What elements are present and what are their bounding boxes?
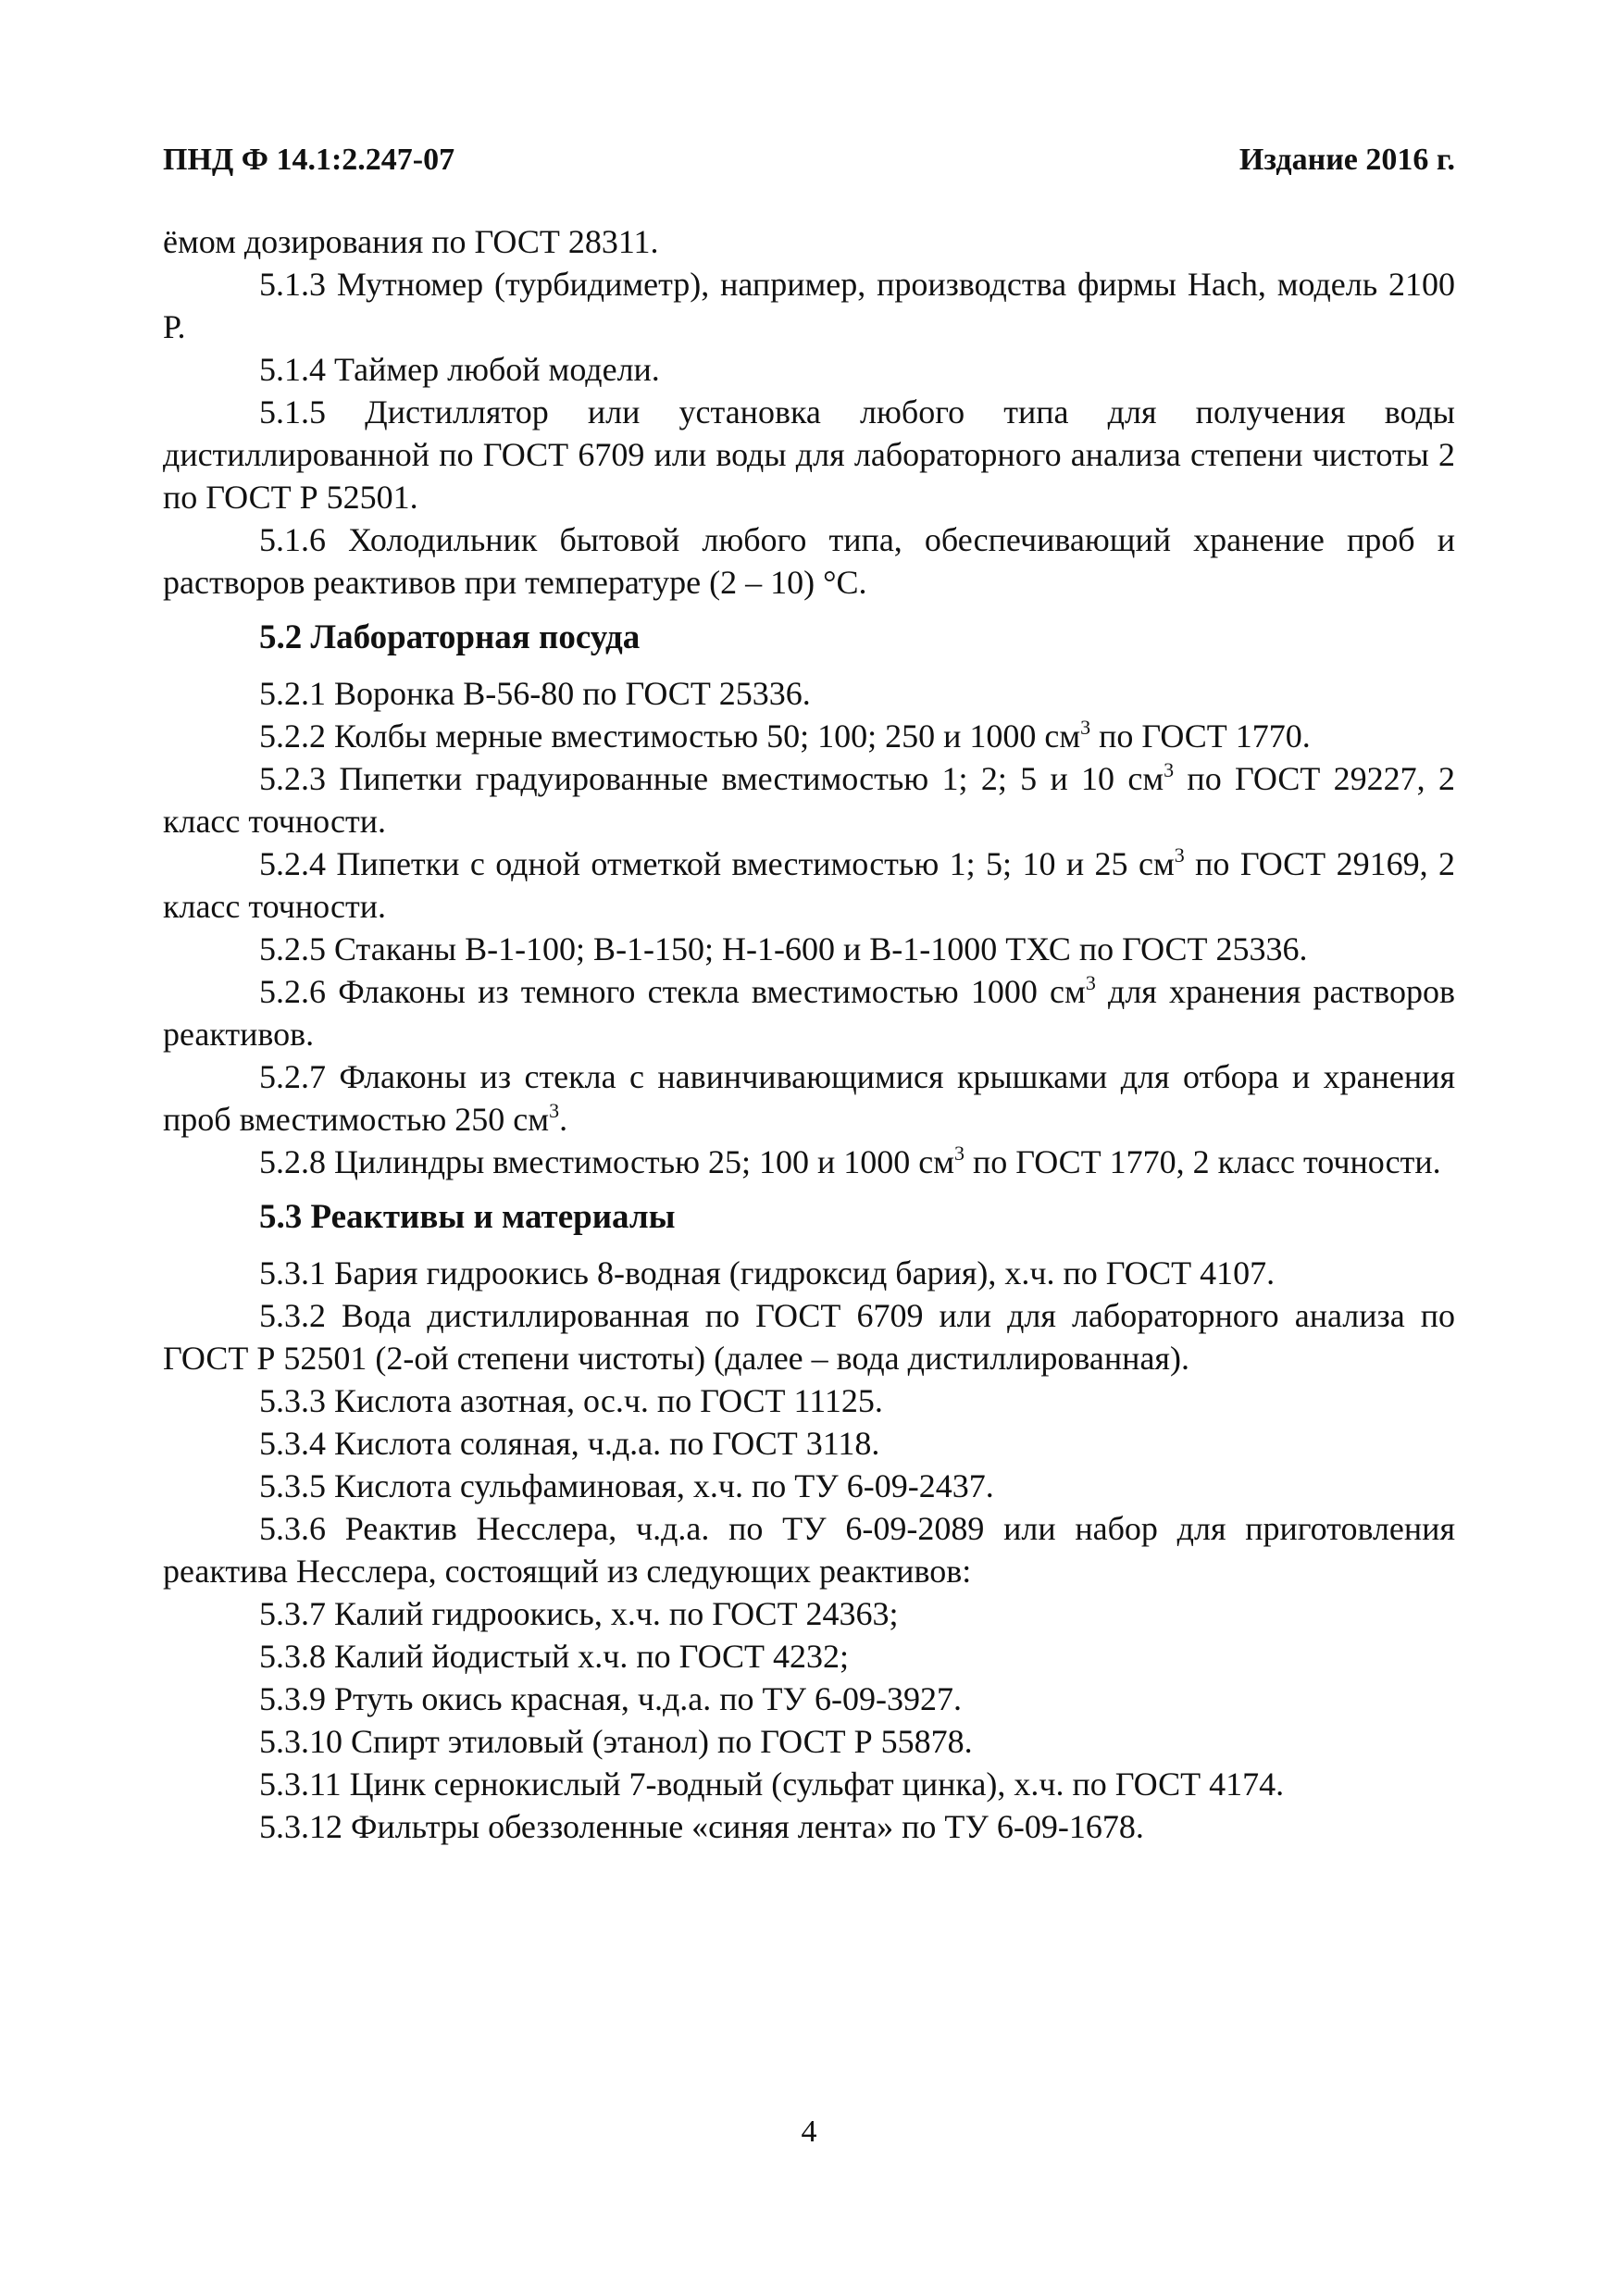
edition-label: Издание 2016 г. (1238, 143, 1455, 177)
section-heading-5-3: 5.3 Реактивы и материалы (259, 1198, 676, 1236)
item-5-3-2: 5.3.2 Вода дистиллированная по ГОСТ 6709 или для лабораторного анализа по ГОСТ Р 52501 (2-ой степени чистоты) (далее – вода дистиллированная). (163, 1297, 1455, 1377)
document-code: ПНД Ф 14.1:2.247-07 (163, 143, 455, 177)
body-text (163, 220, 1455, 1848)
item-5-1-4: 5.1.4 Таймер любой модели. (259, 351, 660, 388)
item-5-3-12: 5.3.12 Фильтры обеззоленные «синяя лента» по ТУ 6-09-1678. (259, 1808, 1144, 1845)
item-5-3-4: 5.3.4 Кислота соляная, ч.д.а. по ГОСТ 3118. (259, 1425, 880, 1462)
item-5-2-5: 5.2.5 Стаканы В-1-100; В-1-150; Н-1-600 и В-1-1000 ТХС по ГОСТ 25336. (259, 930, 1308, 967)
section-heading-5-2: 5.2 Лабораторная посуда (259, 618, 641, 656)
item-5-3-3: 5.3.3 Кислота азотная, ос.ч. по ГОСТ 11125. (259, 1382, 883, 1419)
continuation-line: ёмом дозирования по ГОСТ 28311. (163, 223, 659, 260)
item-5-2-6: 5.2.6 Флаконы из темного стекла вместимостью 1000 $см^3$ для хранения растворов реактивов. (163, 971, 1455, 1053)
item-5-3-7: 5.3.7 Калий гидроокись, х.ч. по ГОСТ 24363; (259, 1595, 899, 1632)
item-5-1-3: 5.1.3 Мутномер (турбидиметр), например, производства фирмы Hach, модель 2100 Р. (163, 266, 1455, 345)
item-5-2-8: 5.2.8 Цилиндры вместимостью 25; 100 и 1000 $см^3$ по ГОСТ 1770, 2 класс точности. (259, 1142, 1441, 1180)
item-5-2-4: 5.2.4 Пипетки с одной отметкой вместимостью 1; 5; 10 и 25 $см^3$ по ГОСТ 29169, 2 класс точности. (163, 843, 1455, 925)
item-5-3-6: 5.3.6 Реактив Несслера, ч.д.а. по ТУ 6-09-2089 или набор для приготовления реактива Несслера, состоящий из следующих реактивов: (163, 1510, 1455, 1590)
page-number: 4 (801, 2115, 817, 2149)
item-5-3-11: 5.3.11 Цинк сернокислый 7-водный (сульфат цинка), х.ч. по ГОСТ 4174. (259, 1766, 1285, 1803)
item-5-1-5: 5.1.5 Дистиллятор или установка любого типа для получения воды дистиллированной по ГОСТ 6709 или воды для лабораторного анализа степени чистоты 2 по ГОСТ Р 52501. (163, 393, 1455, 516)
item-5-2-3: 5.2.3 Пипетки градуированные вместимостью 1; 2; 5 и 10 $см^3$ по ГОСТ 29227, 2 класс точности. (163, 758, 1455, 840)
item-5-2-2: 5.2.2 Колбы мерные вместимостью 50; 100; 250 и 1000 $см^3$ по ГОСТ 1770. (259, 716, 1311, 755)
item-5-1-6: 5.1.6 Холодильник бытовой любого типа, обеспечивающий хранение проб и растворов реактивов при температуре (2 – 10) °С. (163, 521, 1455, 601)
item-5-3-5: 5.3.5 Кислота сульфаминовая, х.ч. по ТУ 6-09-2437. (259, 1467, 994, 1504)
item-5-3-9: 5.3.9 Ртуть окись красная, ч.д.а. по ТУ 6-09-3927. (259, 1680, 962, 1717)
item-5-2-1: 5.2.1 Воронка В-56-80 по ГОСТ 25336. (259, 675, 811, 712)
item-5-3-1: 5.3.1 Бария гидроокись 8-водная (гидроксид бария), х.ч. по ГОСТ 4107. (259, 1254, 1276, 1292)
item-5-2-7: 5.2.7 Флаконы из стекла с навинчивающимися крышками для отбора и хранения проб вместимостью 250 $см^3$. (163, 1058, 1455, 1138)
item-5-3-8: 5.3.8 Калий йодистый х.ч. по ГОСТ 4232; (259, 1638, 850, 1675)
item-5-3-10: 5.3.10 Спирт этиловый (этанол) по ГОСТ Р 55878. (259, 1723, 973, 1760)
